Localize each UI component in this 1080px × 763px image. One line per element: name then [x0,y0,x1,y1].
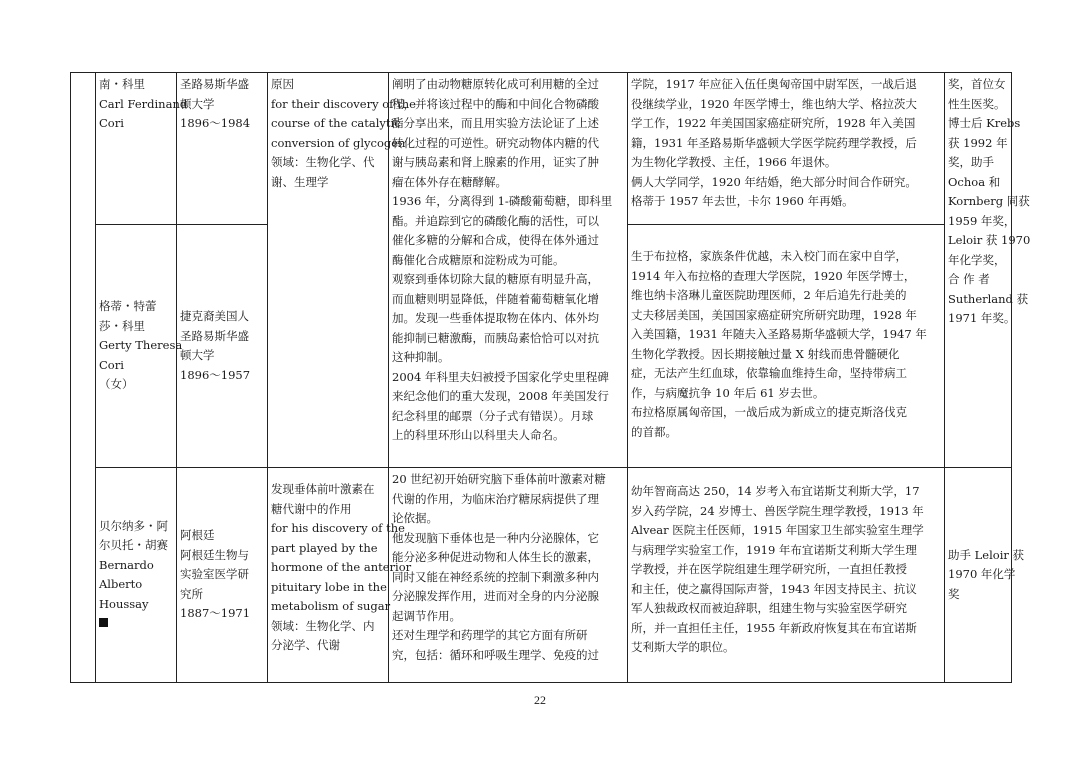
biography-cell [628,73,945,225]
bio-text-line: 军人独裁政权而被迫辞职，组建生物与实验室医学研究 [631,601,907,615]
note-text-line: 助手 Leloir 获 [948,547,1025,562]
bio-text-line: 役继续学业，1920 年医学博士，维也纳大学、格拉茨大 [631,96,917,111]
table-row [71,73,1012,225]
reason-text-line: 分泌学、代谢 [271,638,340,652]
bio-text-line: 岁入药学院，24 岁博士、兽医学院生理学教授，1913 年 [631,503,924,518]
name-text-line: Houssay [99,596,149,611]
bio-text-line: 籍，1931 年圣路易斯华盛顿大学医学院药理学教授，后 [631,135,917,150]
reason-text-line: pituitary lobe in the [271,579,387,594]
bio-text-line: 症，无法产生红血球，依靠输血维持生命，坚持带病工 [631,366,907,380]
bio-text-line: 所，并一直担任主任，1955 年新政府恢复其在布宜诺斯 [631,620,917,635]
note-text-line: 性生医奖。 [948,96,1006,111]
table-row [71,468,1012,683]
bio-text-line: 维也纳卡洛琳儿童医院助理医师，2 年后追先行赴美的 [631,288,907,302]
biography-cell [628,225,945,468]
reason-text-line: for their discovery of the [271,96,416,111]
work-text-line: 论依据。 [392,511,438,525]
bio-text-line: 与病理学实验室工作，1919 年布宜诺斯艾利斯大学生理 [631,542,917,557]
name-text-line: 南・科里 [99,77,145,91]
bio-text-line: 为生物化学教授、主任，1966 年退休。 [631,155,837,169]
work-text-line: 来纪念他们的重大发现，2008 年美国发行 [392,389,609,403]
reason-text-line: 糖代谢中的作用 [271,501,352,516]
reason-cell [268,468,412,683]
laureate-name-cell [96,73,188,225]
work-text-line: 转化过程的可逆性。研究动物体内糖的代 [392,135,599,150]
note-text-line: 年化学奖， [948,252,1006,267]
work-text-line: 催化多糖的分解和合成，使得在体外通过 [392,233,599,247]
affil-text-line: 阿根廷 [180,528,215,543]
bio-text-line: 1914 年入布拉格的查理大学医院，1920 年医学博士， [631,268,916,283]
reason-text-line: 原因 [271,77,294,91]
name-text-line: Cori [99,116,124,130]
bio-text-line: 俩人大学同学，1920 年结婚，绝大部分时间合作研究。 [631,174,917,189]
affil-text-line: 圣路易斯华盛 [180,77,249,91]
black-square-marker [99,618,108,627]
bio-text-line: 格蒂于 1957 年去世，卡尔 1960 年再婚。 [631,194,854,208]
note-text-line: Sutherland 获 [948,291,1029,306]
work-text-line: 阐明了由动物糖原转化成可利用糖的全过 [392,77,599,91]
bio-text-line: Alvear 医院主任医师，1915 年国家卫生部实验室生理学 [631,523,924,537]
bio-text-line: 学工作，1922 年美国国家癌症研究所，1928 年入美国 [631,116,916,130]
biography-cell [628,468,945,683]
name-text-line: Alberto [99,577,143,591]
table-container [70,72,1031,682]
reason-text-line: part played by the [271,540,378,555]
name-text-line: 尔贝托・胡赛 [99,538,168,552]
bio-text-line: 学院，1917 年应征入伍任奥匈帝国中尉军医，一战后退 [631,77,917,91]
reason-text-line: course of the catalytic [271,116,401,130]
affil-text-line: 究所 [180,586,203,601]
affil-text-line: 1887～1971 [180,606,251,621]
name-text-line: 莎・科里 [99,318,145,333]
name-text-line: Bernardo [99,557,154,572]
work-text-line: 能分泌多种促进动物和人体生长的激素， [392,550,599,564]
bio-text-line: 幼年智商高达 250，14 岁考入布宜诺斯艾利斯大学，17 [631,484,920,498]
work-text-line: 代谢的作用，为临床治疗糖尿病提供了理 [392,491,599,506]
name-text-line: Gerty Theresa [99,338,183,353]
note-text-line: 合 作 者 [948,272,990,286]
note-text-line: 奖 [948,586,960,601]
blank-left-column [71,73,96,683]
work-text-line: 观察到垂体切除大鼠的糖原有明显升高， [392,272,599,286]
laureate-name-cell [96,468,177,683]
work-text-line: 这种抑制。 [392,350,450,364]
name-text-line: （女） [99,377,134,392]
work-text-line: 酯分享出来，而且用实验方法论证了上述 [392,116,599,130]
bio-text-line: 生物化学教授。因长期接触过量 X 射线而患骨髓硬化 [631,346,900,361]
bio-text-line: 的首都。 [631,424,677,439]
reason-cell [268,73,416,468]
reason-text-line: for his discovery of the [271,521,405,535]
affiliation-cell [177,73,268,225]
note-text-line: 1959 年奖， [948,213,1016,228]
work-text-line: 究，包括：循环和呼吸生理学、免疫的过 [392,647,599,662]
reason-text-line: conversion of glycogen [271,135,406,150]
laureate-name-cell [96,225,183,468]
reason-text-line: 谢、生理学 [271,174,329,189]
reason-text-line: 领域：生物化学、代 [271,155,375,169]
affiliation-cell [177,468,268,683]
work-text-line: 程，并将该过程中的酶和中间化合物磷酸 [392,96,599,111]
page-number: 22 [534,693,546,707]
work-text-line: 上的科里环形山以科里夫人命名。 [392,428,565,442]
bio-text-line: 丈夫移居美国，美国国家癌症研究所研究助理，1928 年 [631,307,917,322]
notes-cell [945,468,1025,683]
research-work-cell [389,468,628,683]
bio-text-line: 作，与病魔抗争 10 年后 61 岁去世。 [631,385,825,400]
reason-text-line: hormone of the anterior [271,560,412,574]
bio-text-line: 入美国籍，1931 年随夫入圣路易斯华盛顿大学，1947 年 [631,327,927,341]
affil-text-line: 捷克裔美国人 [180,309,249,323]
bio-text-line: 艾利斯大学的职位。 [631,640,735,654]
reason-text-line: 发现垂体前叶激素在 [271,482,375,496]
note-text-line: 奖，首位女 [948,77,1006,91]
note-text-line: 获 1992 年 [948,135,1008,150]
work-text-line: 酶催化合成糖原和淀粉成为可能。 [392,252,565,267]
name-text-line: Carl Ferdinand [99,96,188,111]
affil-text-line: 阿根廷生物与 [180,547,249,562]
name-text-line: Cori [99,357,124,372]
bio-text-line: 生于布拉格，家族条件优越，未入校门而在家中自学， [631,249,907,263]
work-text-line: 瘤在体外存在糖酵解。 [392,174,507,189]
affil-text-line: 顿大学 [180,348,215,362]
reason-text-line: metabolism of sugar [271,599,391,613]
notes-cell [945,73,1031,468]
name-text-line: 格蒂・特蕾 [99,299,157,314]
note-text-line: 1970 年化学 [948,567,1016,582]
bio-text-line: 学教授，并在医学院组建生理学研究所，一直担任教授 [631,562,907,576]
note-text-line: 1971 年奖。 [948,311,1016,325]
laureate-table [70,72,1031,683]
work-text-line: 分泌腺发挥作用，进而对全身的内分泌腺 [392,589,599,603]
affil-text-line: 1896～1984 [180,116,251,130]
note-text-line: Kornberg 同获 [948,194,1030,208]
affil-text-line: 1896～1957 [180,367,251,382]
affil-text-line: 圣路易斯华盛 [180,328,249,343]
work-text-line: 而血糖则明显降低，伴随着葡萄糖氧化增 [392,291,599,306]
note-text-line: Ochoa 和 [948,174,1001,189]
work-text-line: 还对生理学和药理学的其它方面有所研 [392,628,588,642]
research-work-cell [389,73,628,468]
affil-text-line: 实验室医学研 [180,567,249,582]
note-text-line: 奖，助手 [948,155,994,169]
work-text-line: 2004 年科里夫妇被授予国家化学史里程碑 [392,369,609,384]
name-text-line: 贝尔纳多・阿 [99,518,168,533]
work-text-line: 纪念科里的邮票（分子式有错误）。月球 [392,408,594,423]
work-text-line: 1936 年，分离得到 1-磷酸葡萄糖，即科里 [392,194,613,208]
work-text-line: 加。发现一些垂体提取物在体内、体外均 [392,311,599,325]
note-text-line: Leloir 获 1970 [948,233,1031,247]
reason-text-line: 领域：生物化学、内 [271,618,375,633]
work-text-line: 同时又能在神经系统的控制下剩激多种内 [392,569,599,584]
bio-text-line: 布拉格原属匈帝国，一战后成为新成立的捷克斯洛伐克 [631,405,907,419]
note-text-line: 博士后 Krebs [948,116,1021,130]
work-text-line: 谢与胰岛素和肾上腺素的作用，证实了肿 [392,155,599,169]
work-text-line: 起调节作用。 [392,608,461,623]
affil-text-line: 顿大学 [180,96,215,111]
bio-text-line: 和主任，使之赢得国际声誉，1943 年因支持民主、抗议 [631,581,917,596]
work-text-line: 酯。并追踪到它的磷酸化酶的活性，可以 [392,213,599,228]
affiliation-cell [177,225,268,468]
work-text-line: 他发现脑下垂体也是一种内分泌腺体，它 [392,530,599,545]
work-text-line: 20 世纪初开始研究脑下垂体前叶激素对糖 [392,472,606,486]
work-text-line: 能抑制已糖激酶，而胰岛素恰恰可以对抗 [392,330,599,345]
